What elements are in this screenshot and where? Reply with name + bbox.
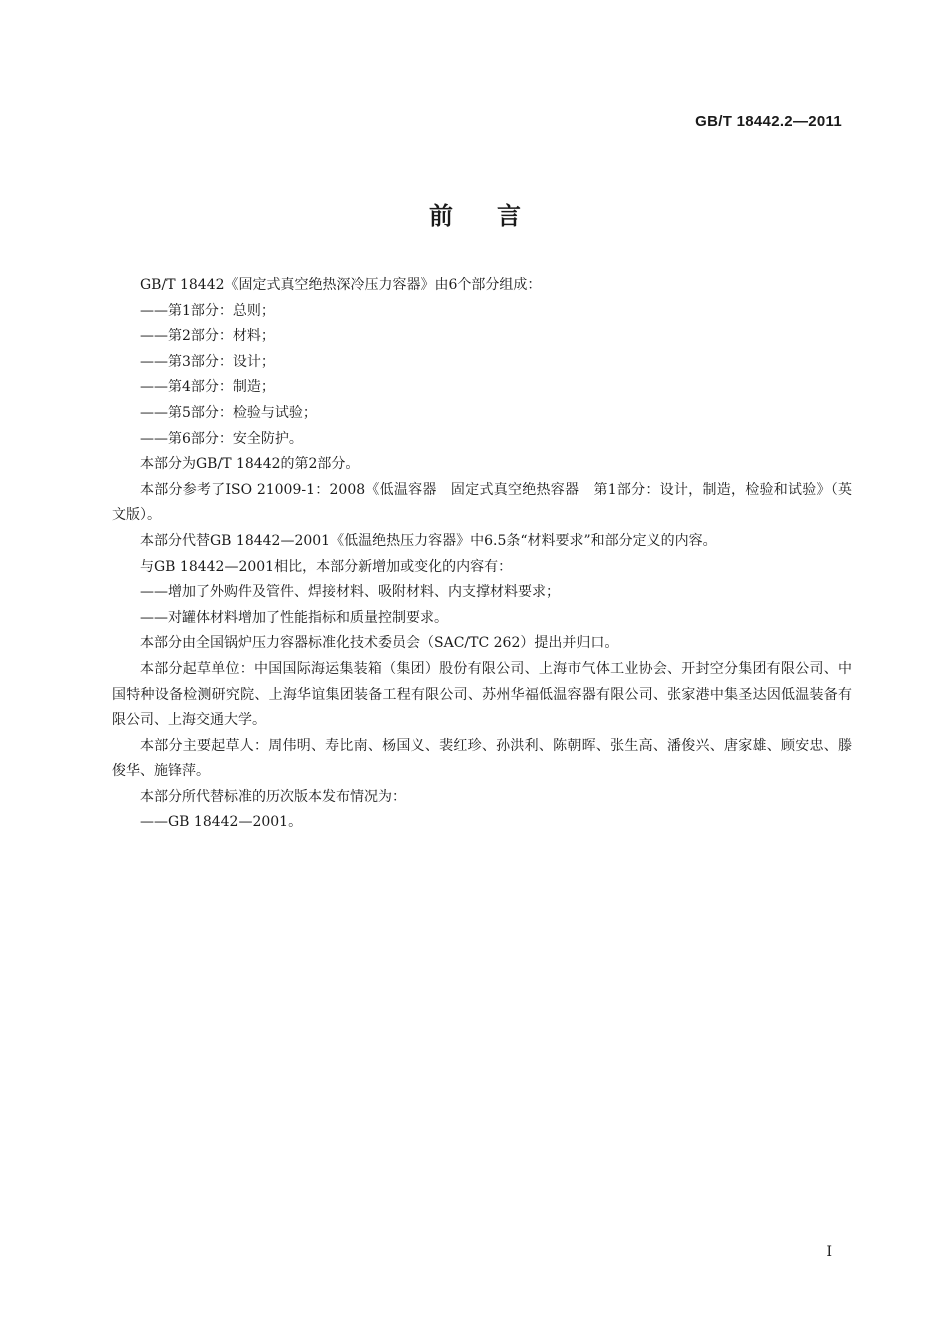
- paragraph-drafting-units: 本部分起草单位：中国国际海运集装箱（集团）股份有限公司、上海市气体工业协会、开封空分集团有限公司、中国特种设备检测研究院、上海华谊集团装备工程有限公司、苏州华福低温容器有限公司、张家港中集圣达因低温装备有限公司、上海交通大学。: [112, 660, 852, 729]
- list-item-change-2: ——对罐体材料增加了性能指标和质量控制要求。: [140, 609, 448, 626]
- list-item-part-6: ——第6部分：安全防护。: [140, 430, 303, 447]
- document-body: [112, 273, 852, 836]
- list-item-change-1: ——增加了外购件及管件、焊接材料、吸附材料、内支撑材料要求；: [140, 584, 560, 601]
- paragraph-changes: 与GB 18442—2001相比，本部分新增加或变化的内容有：: [140, 558, 513, 575]
- list-item-history-1: ——GB 18442—2001。: [140, 814, 303, 831]
- list-item-part-4: ——第4部分：制造；: [140, 379, 275, 396]
- list-item-part-5: ——第5部分：检验与试验；: [140, 404, 317, 421]
- list-item-part-1: ——第1部分：总则；: [140, 302, 275, 319]
- standard-code: GB/T 18442.2—2011: [695, 113, 842, 130]
- list-item-part-3: ——第3部分：设计；: [140, 353, 275, 370]
- paragraph-drafters: 本部分主要起草人：周伟明、寿比南、杨国义、裴红珍、孙洪利、陈朝晖、张生高、潘俊兴、唐家雄、顾安忠、滕俊华、施锋萍。: [112, 737, 852, 780]
- page-title: 前言: [429, 202, 565, 230]
- paragraph-replaces: 本部分代替GB 18442—2001《低温绝热压力容器》中6.5条“材料要求”和部分定义的内容。: [140, 532, 717, 549]
- paragraph-reference: 本部分参考了ISO 21009-1：2008《低温容器 固定式真空绝热容器 第1部分：设计，制造，检验和试验》（英文版）。: [112, 481, 852, 524]
- list-item-part-2: ——第2部分：材料；: [140, 328, 275, 345]
- paragraph-history: 本部分所代替标准的历次版本发布情况为：: [140, 788, 406, 805]
- paragraph-intro: GB/T 18442《固定式真空绝热深冷压力容器》由6个部分组成：: [140, 277, 542, 293]
- paragraph-proposed-by: 本部分由全国锅炉压力容器标准化技术委员会（SAC/TC 262）提出并归口。: [140, 635, 619, 652]
- paragraph-this-part: 本部分为GB/T 18442的第2部分。: [140, 456, 360, 473]
- page-number: I: [826, 1244, 832, 1260]
